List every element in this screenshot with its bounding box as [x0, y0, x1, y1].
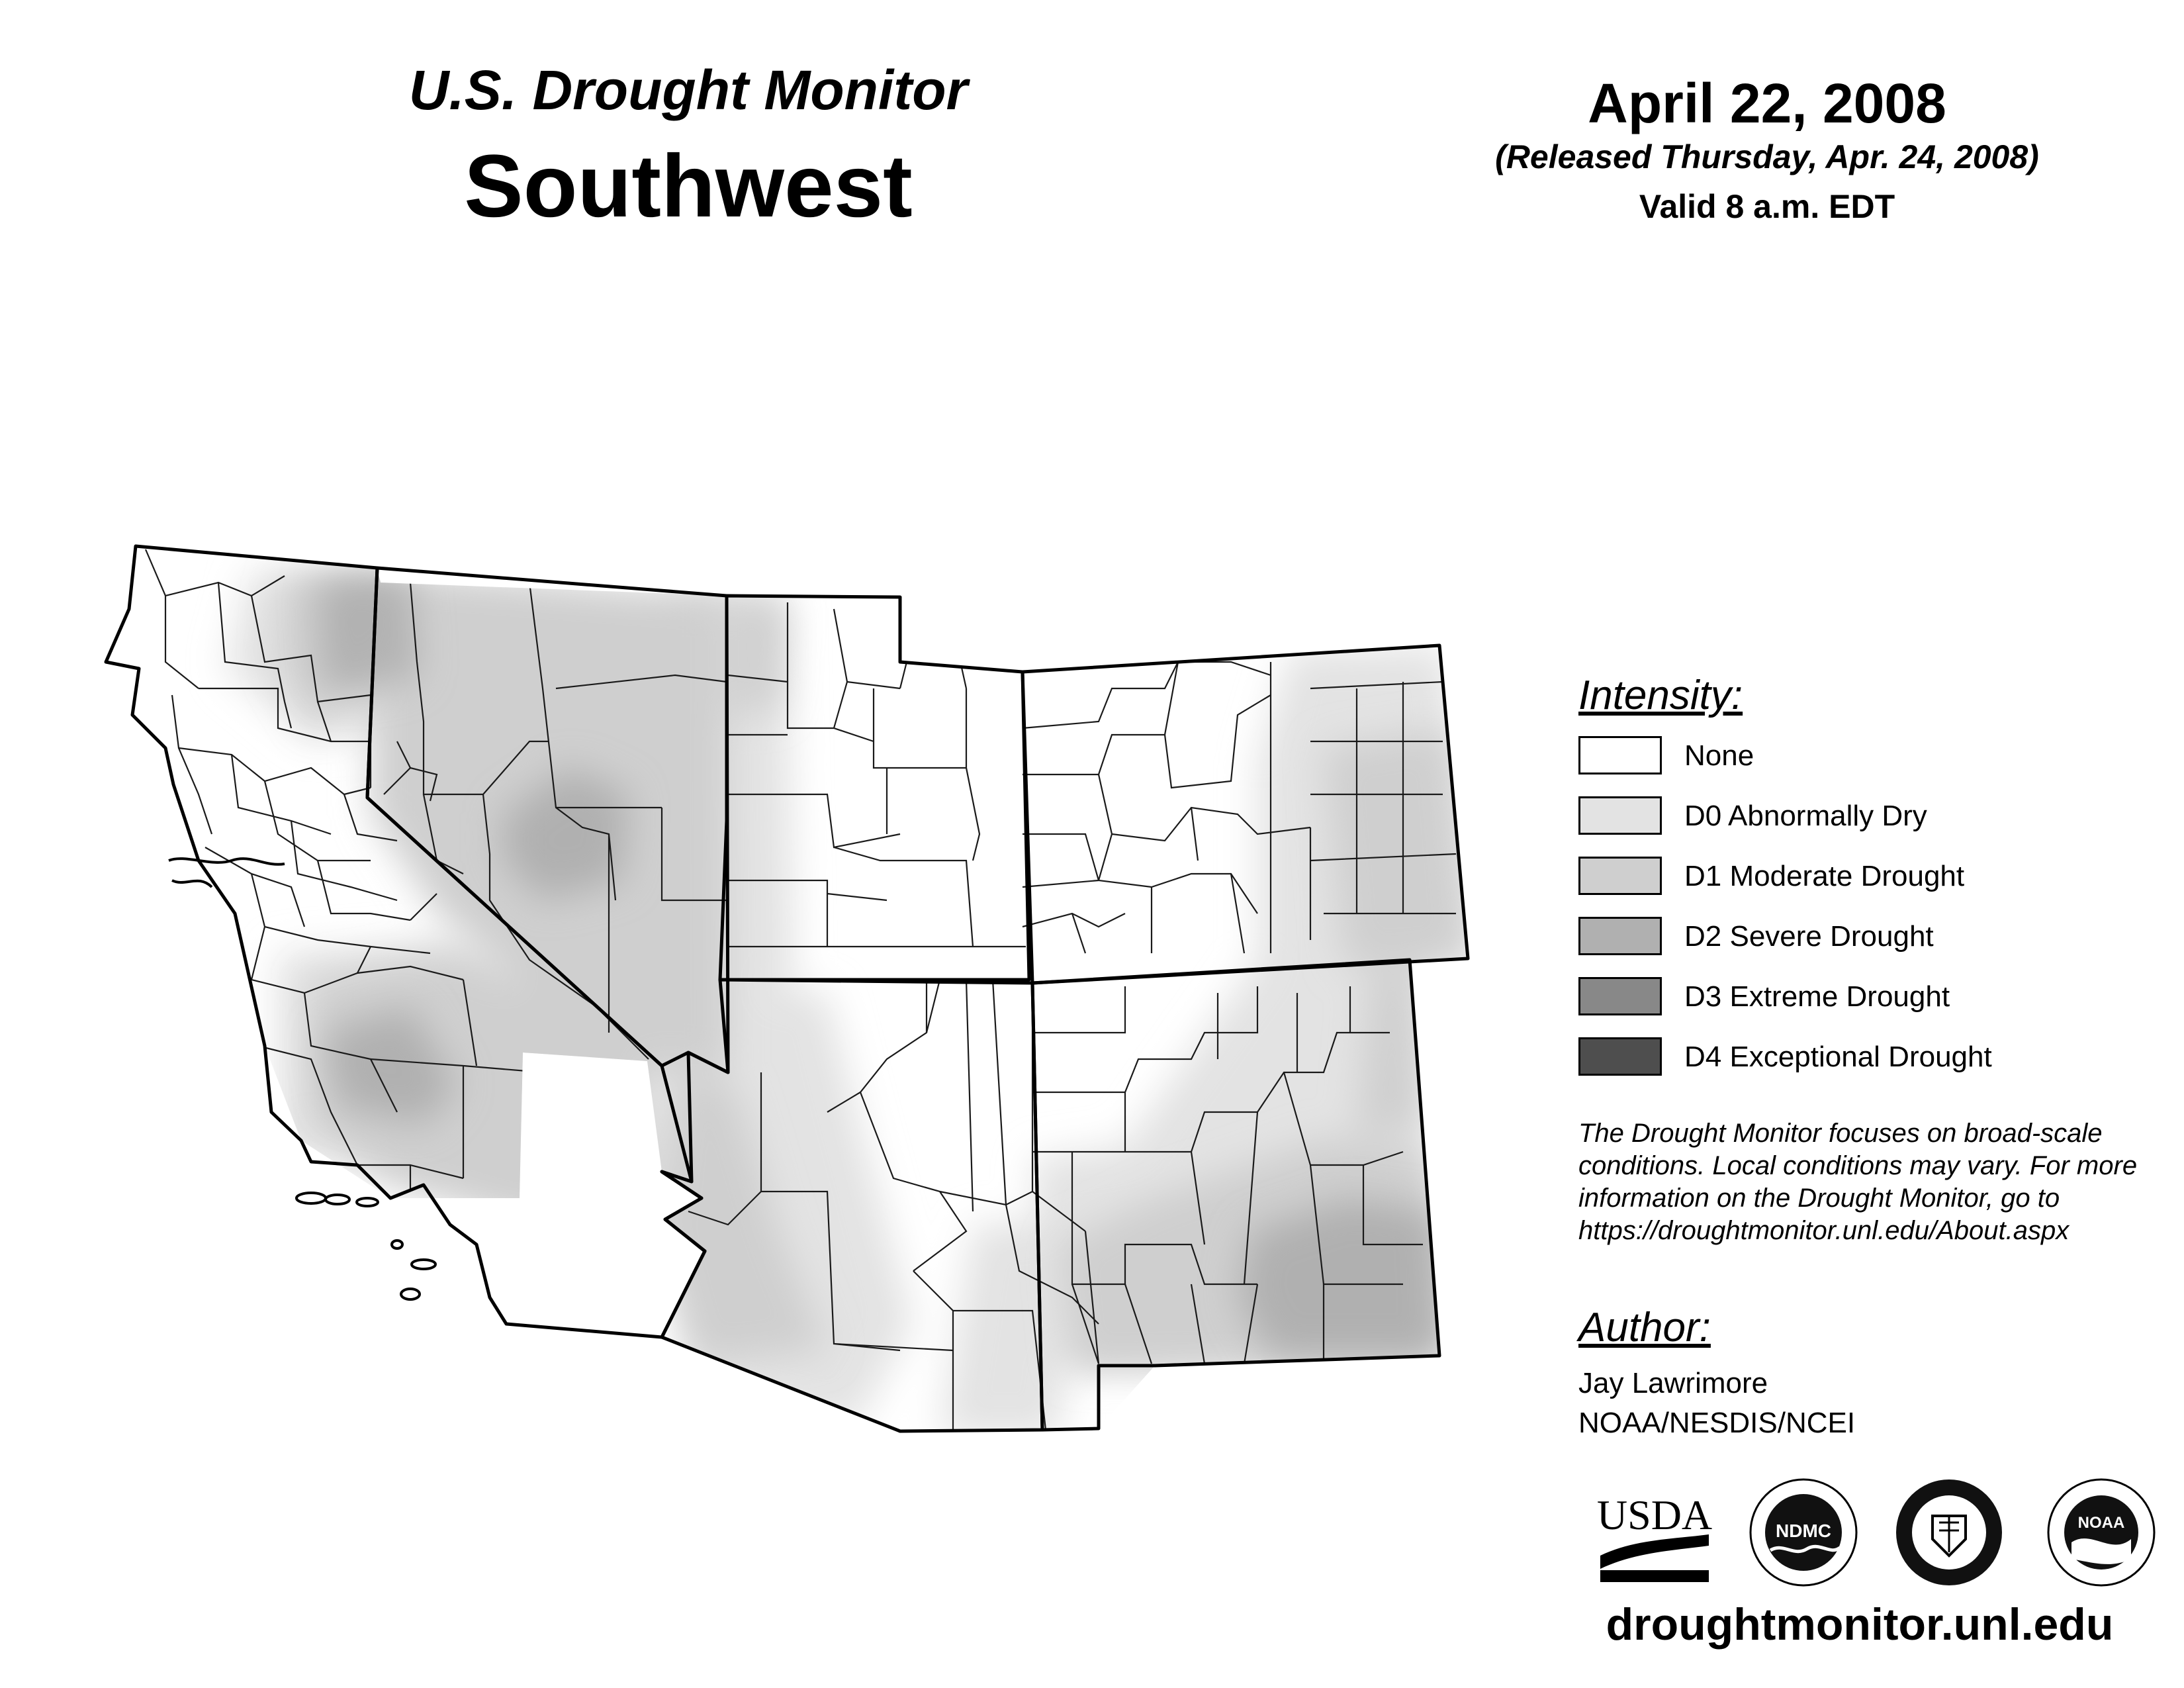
- ndmc-logo-text: NDMC: [1776, 1521, 1831, 1541]
- legend-heading: Intensity:: [1578, 673, 1743, 718]
- legend-item-d4: [1578, 1037, 2108, 1078]
- legend-item-d1: [1578, 857, 2108, 898]
- legend-item-d0: [1578, 796, 2108, 837]
- valid-time: Valid 8 a.m. EDT: [1639, 188, 1895, 225]
- legend-swatch-d4: [1578, 1037, 1662, 1076]
- legend-label-none: None: [1684, 739, 1754, 772]
- author-name: Jay Lawrimore: [1578, 1367, 1768, 1399]
- map-date: April 22, 2008: [1588, 72, 1946, 134]
- disclaimer-text: The Drought Monitor focuses on broad-scale conditions. Local conditions may vary. For more information on the Drought Monitor, go to https://droughtmonitor.unl.edu/About.aspx: [1578, 1119, 2138, 1245]
- legend-swatch-d3: [1578, 977, 1662, 1015]
- legend-swatch-d0: [1578, 796, 1662, 835]
- release-date: (Released Thursday, Apr. 24, 2008): [1495, 138, 2039, 175]
- usda-logo-text: USDA: [1596, 1491, 1713, 1538]
- noaa-logo: [2045, 1476, 2158, 1589]
- drought-shading: [225, 569, 1476, 1436]
- website-link[interactable]: droughtmonitor.unl.edu: [1606, 1599, 2114, 1650]
- commerce-seal: [1893, 1476, 2005, 1589]
- map-title: Southwest: [464, 137, 913, 236]
- author-heading: Author:: [1578, 1305, 1711, 1350]
- legend-label-d0: D0 Abnormally Dry: [1684, 800, 1927, 832]
- noaa-logo-text: NOAA: [2077, 1514, 2125, 1532]
- legend-item-none: [1578, 736, 2108, 777]
- legend-label-d4: D4 Exceptional Drought: [1684, 1041, 1992, 1073]
- legend-item-d2: [1578, 917, 2108, 958]
- legend-swatch-d1: [1578, 857, 1662, 895]
- legend-swatch-none: [1578, 736, 1662, 774]
- legend-label-d2: D2 Severe Drought: [1684, 920, 1934, 953]
- author-org: NOAA/NESDIS/NCEI: [1578, 1407, 1856, 1439]
- map-subtitle: U.S. Drought Monitor: [408, 59, 968, 121]
- ndmc-logo: [1747, 1476, 1860, 1589]
- legend-swatch-d2: [1578, 917, 1662, 955]
- legend-label-d1: D1 Moderate Drought: [1684, 860, 1965, 892]
- usda-logo: [1595, 1476, 1714, 1589]
- legend-label-d3: D3 Extreme Drought: [1684, 980, 1950, 1013]
- legend-item-d3: [1578, 977, 2108, 1018]
